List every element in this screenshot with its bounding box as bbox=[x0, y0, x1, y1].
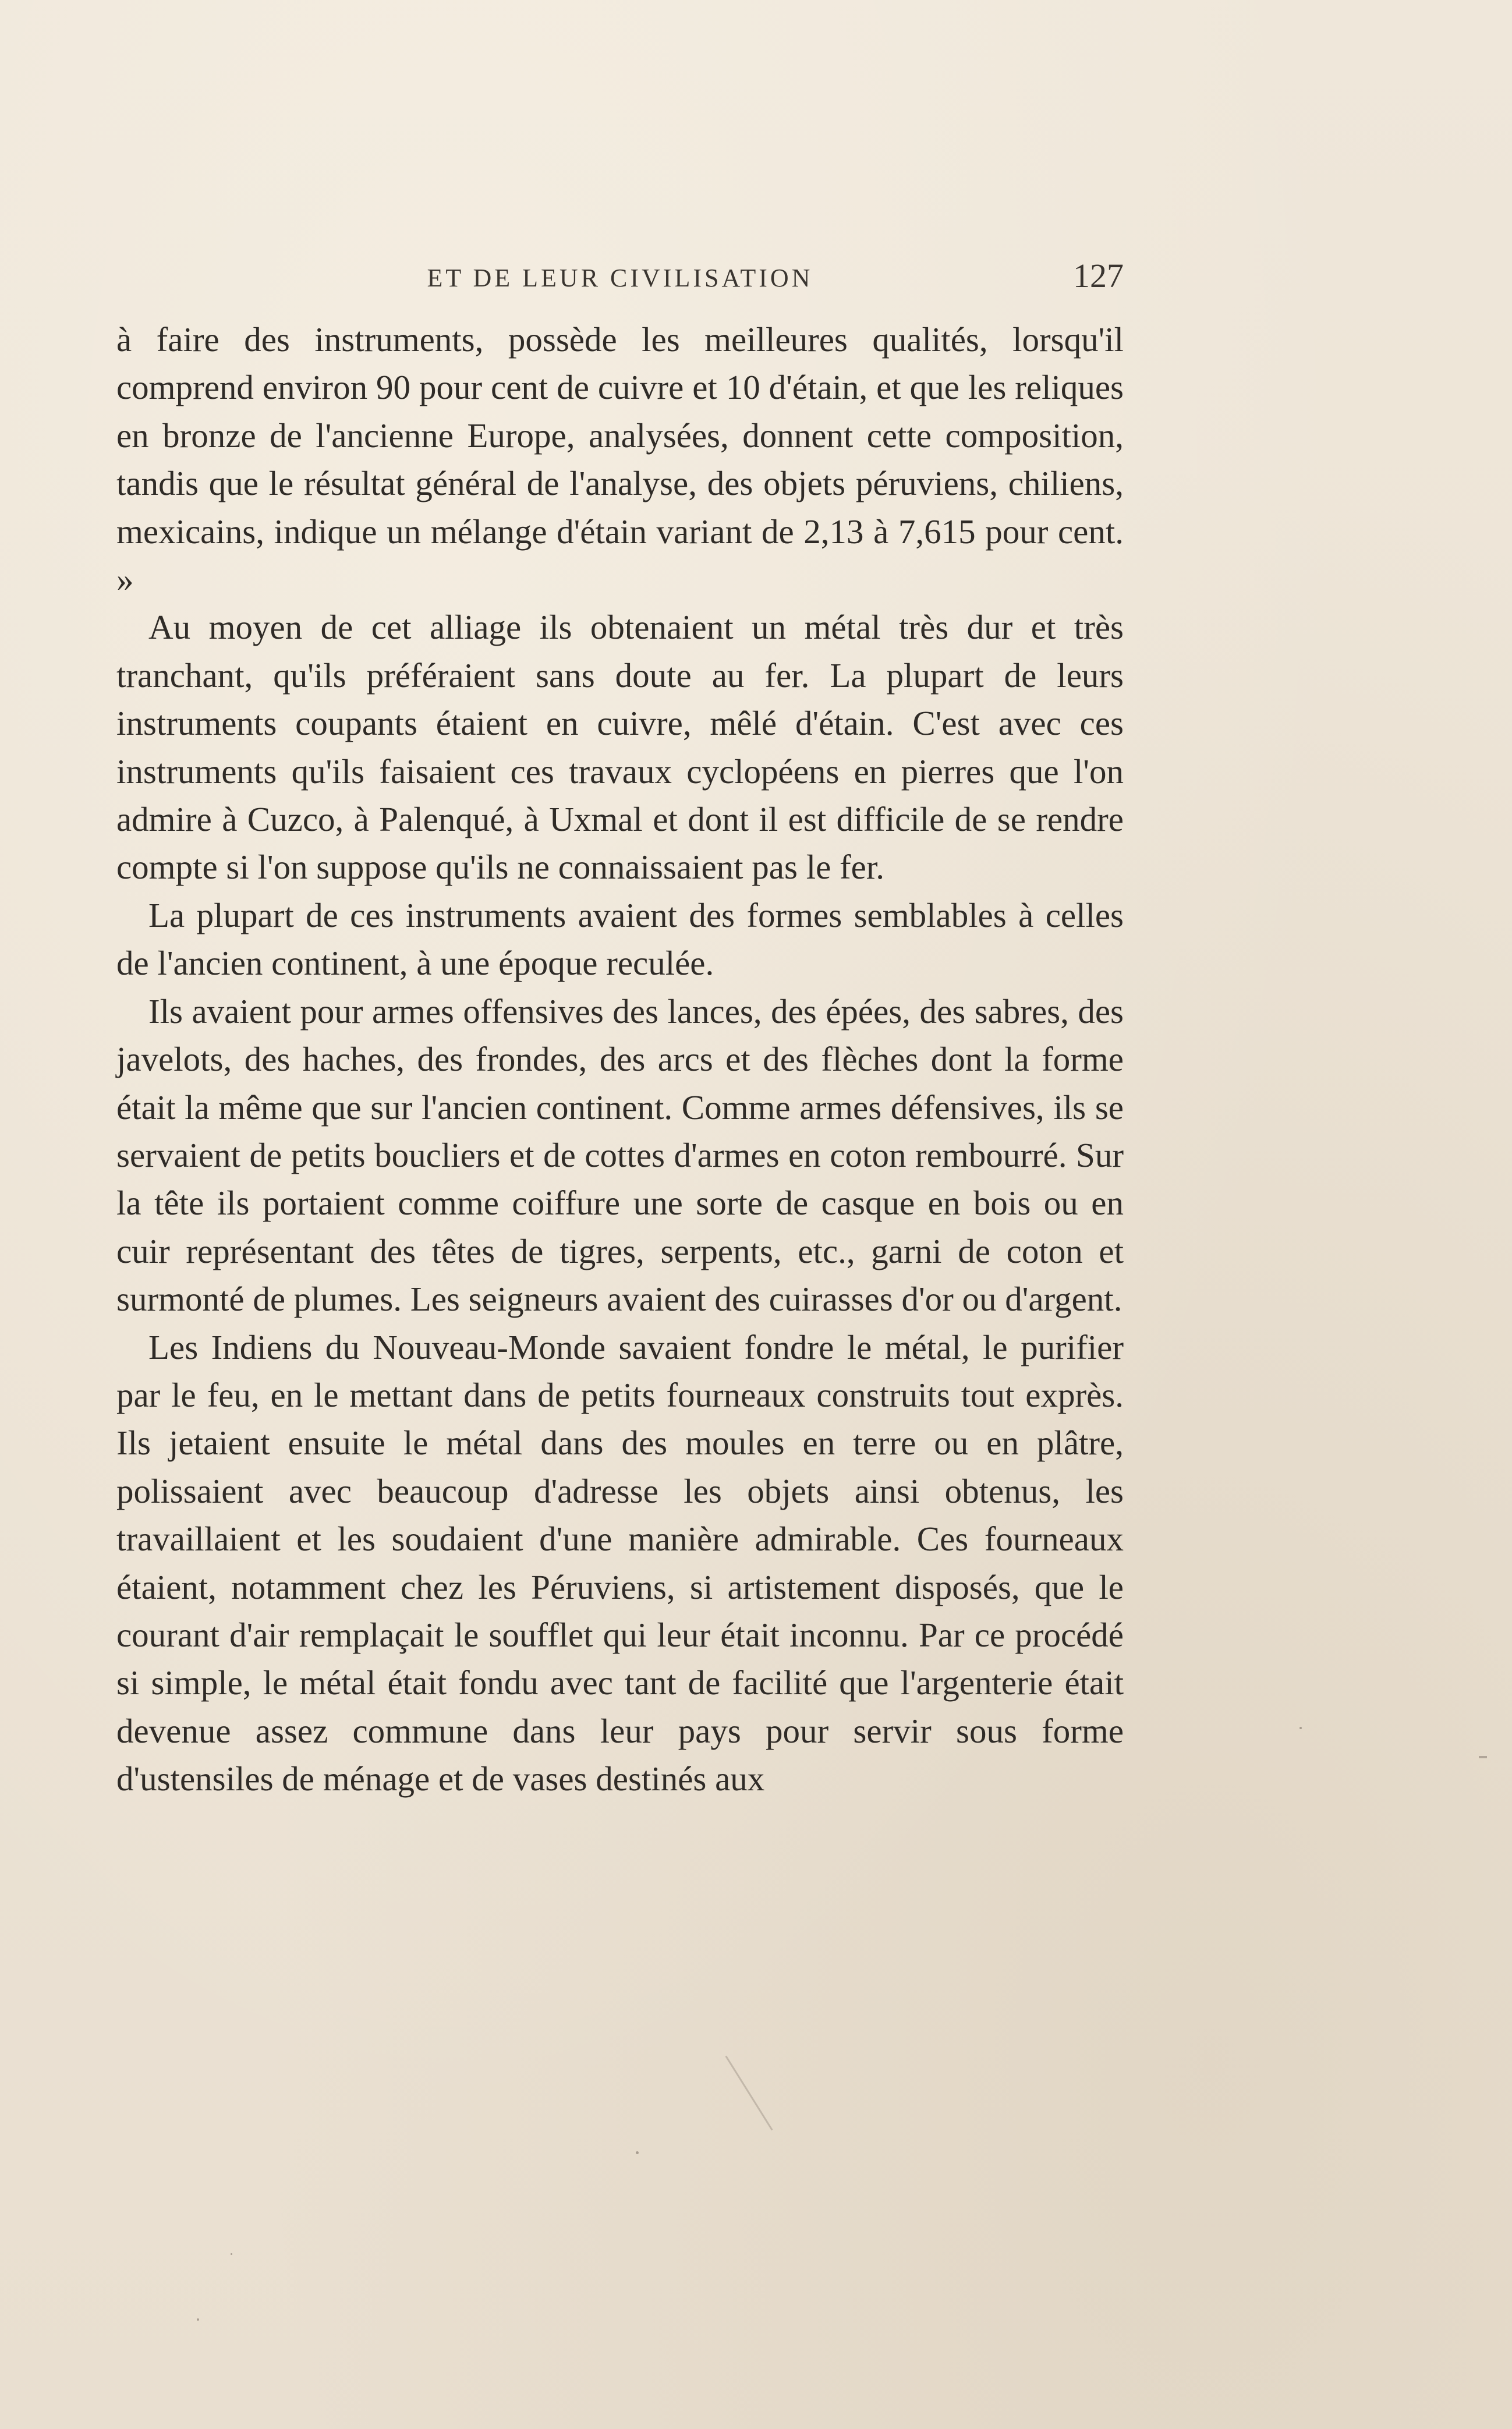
paper-speck bbox=[231, 2253, 232, 2255]
paper-speck bbox=[197, 2318, 199, 2321]
paragraph-weapons: Ils avaient pour armes offensives des lances, des épées, des sabres, des javelots, des haches, des frondes, des arcs et des flèches dont la forme était la même que sur l'ancien continent. Comme armes défensives, ils se servaient de petits boucliers et de cottes d'armes en coton rembourré. Sur la tête ils portaient comme coiffure une sorte de casque en bois ou en cuir représentant des têtes de tigres, serpents, etc., garni de coton et surmonté de plumes. Les seigneurs avaient des cuirasses d'or ou d'argent. bbox=[116, 992, 1124, 1319]
paper-speck bbox=[1299, 1727, 1302, 1729]
scratch-mark bbox=[725, 2056, 773, 2131]
running-title: ET DE LEUR CIVILISATION bbox=[427, 264, 813, 292]
body-text bbox=[116, 316, 1124, 1803]
paragraph-continuation: à faire des instruments, possède les meilleures qualités, lorsqu'il comprend environ 90 pour cent de cuivre et 10 d'étain, et que les reliques en bronze de l'ancienne Europe, analysées, donnent cette composition, tandis que le résultat général de l'analyse, des objets péruviens, chiliens, mexicains, indique un mélange d'étain variant de 2,13 à 7,615 pour cent. » bbox=[116, 320, 1124, 599]
paragraph-alloy: Au moyen de cet alliage ils obtenaient un métal très dur et très tranchant, qu'ils préféraient sans doute au fer. La plupart de leurs instruments coupants étaient en cuivre, mêlé d'étain. C'est avec ces instruments qu'ils faisaient ces travaux cyclopéens en pierres que l'on admire à Cuzco, à Palenqué, à Uxmal et dont il est difficile de se rendre compte si l'on suppose qu'ils ne connaissaient pas le fer. bbox=[116, 608, 1124, 887]
paragraph-metalworking: Les Indiens du Nouveau-Monde savaient fondre le métal, le purifier par le feu, en le mettant dans de petits fourneaux construits tout exprès. Ils jetaient ensuite le métal dans des moules en terre ou en plâtre, polissaient avec beaucoup d'adresse les objets ainsi obtenus, les travaillaient et les soudaient d'une manière admirable. Ces fourneaux étaient, notamment chez les Péruviens, si artistement disposés, que le courant d'air remplaçait le soufflet qui leur était inconnu. Par ce procédé si simple, le métal était fondu avec tant de facilité que l'argenterie était devenue assez commune dans leur pays pour servir sous forme d'ustensiles de ménage et de vases destinés aux bbox=[116, 1327, 1124, 1798]
running-head bbox=[116, 256, 1124, 297]
edge-mark bbox=[1479, 1756, 1487, 1758]
paper-speck bbox=[636, 2151, 639, 2154]
paragraph-instrument-forms: La plupart de ces instruments avaient des formes semblables à celles de l'ancien continent, à une époque reculée. bbox=[116, 895, 1124, 983]
paper-speck bbox=[647, 1444, 649, 1446]
page-number: 127 bbox=[1073, 257, 1124, 295]
